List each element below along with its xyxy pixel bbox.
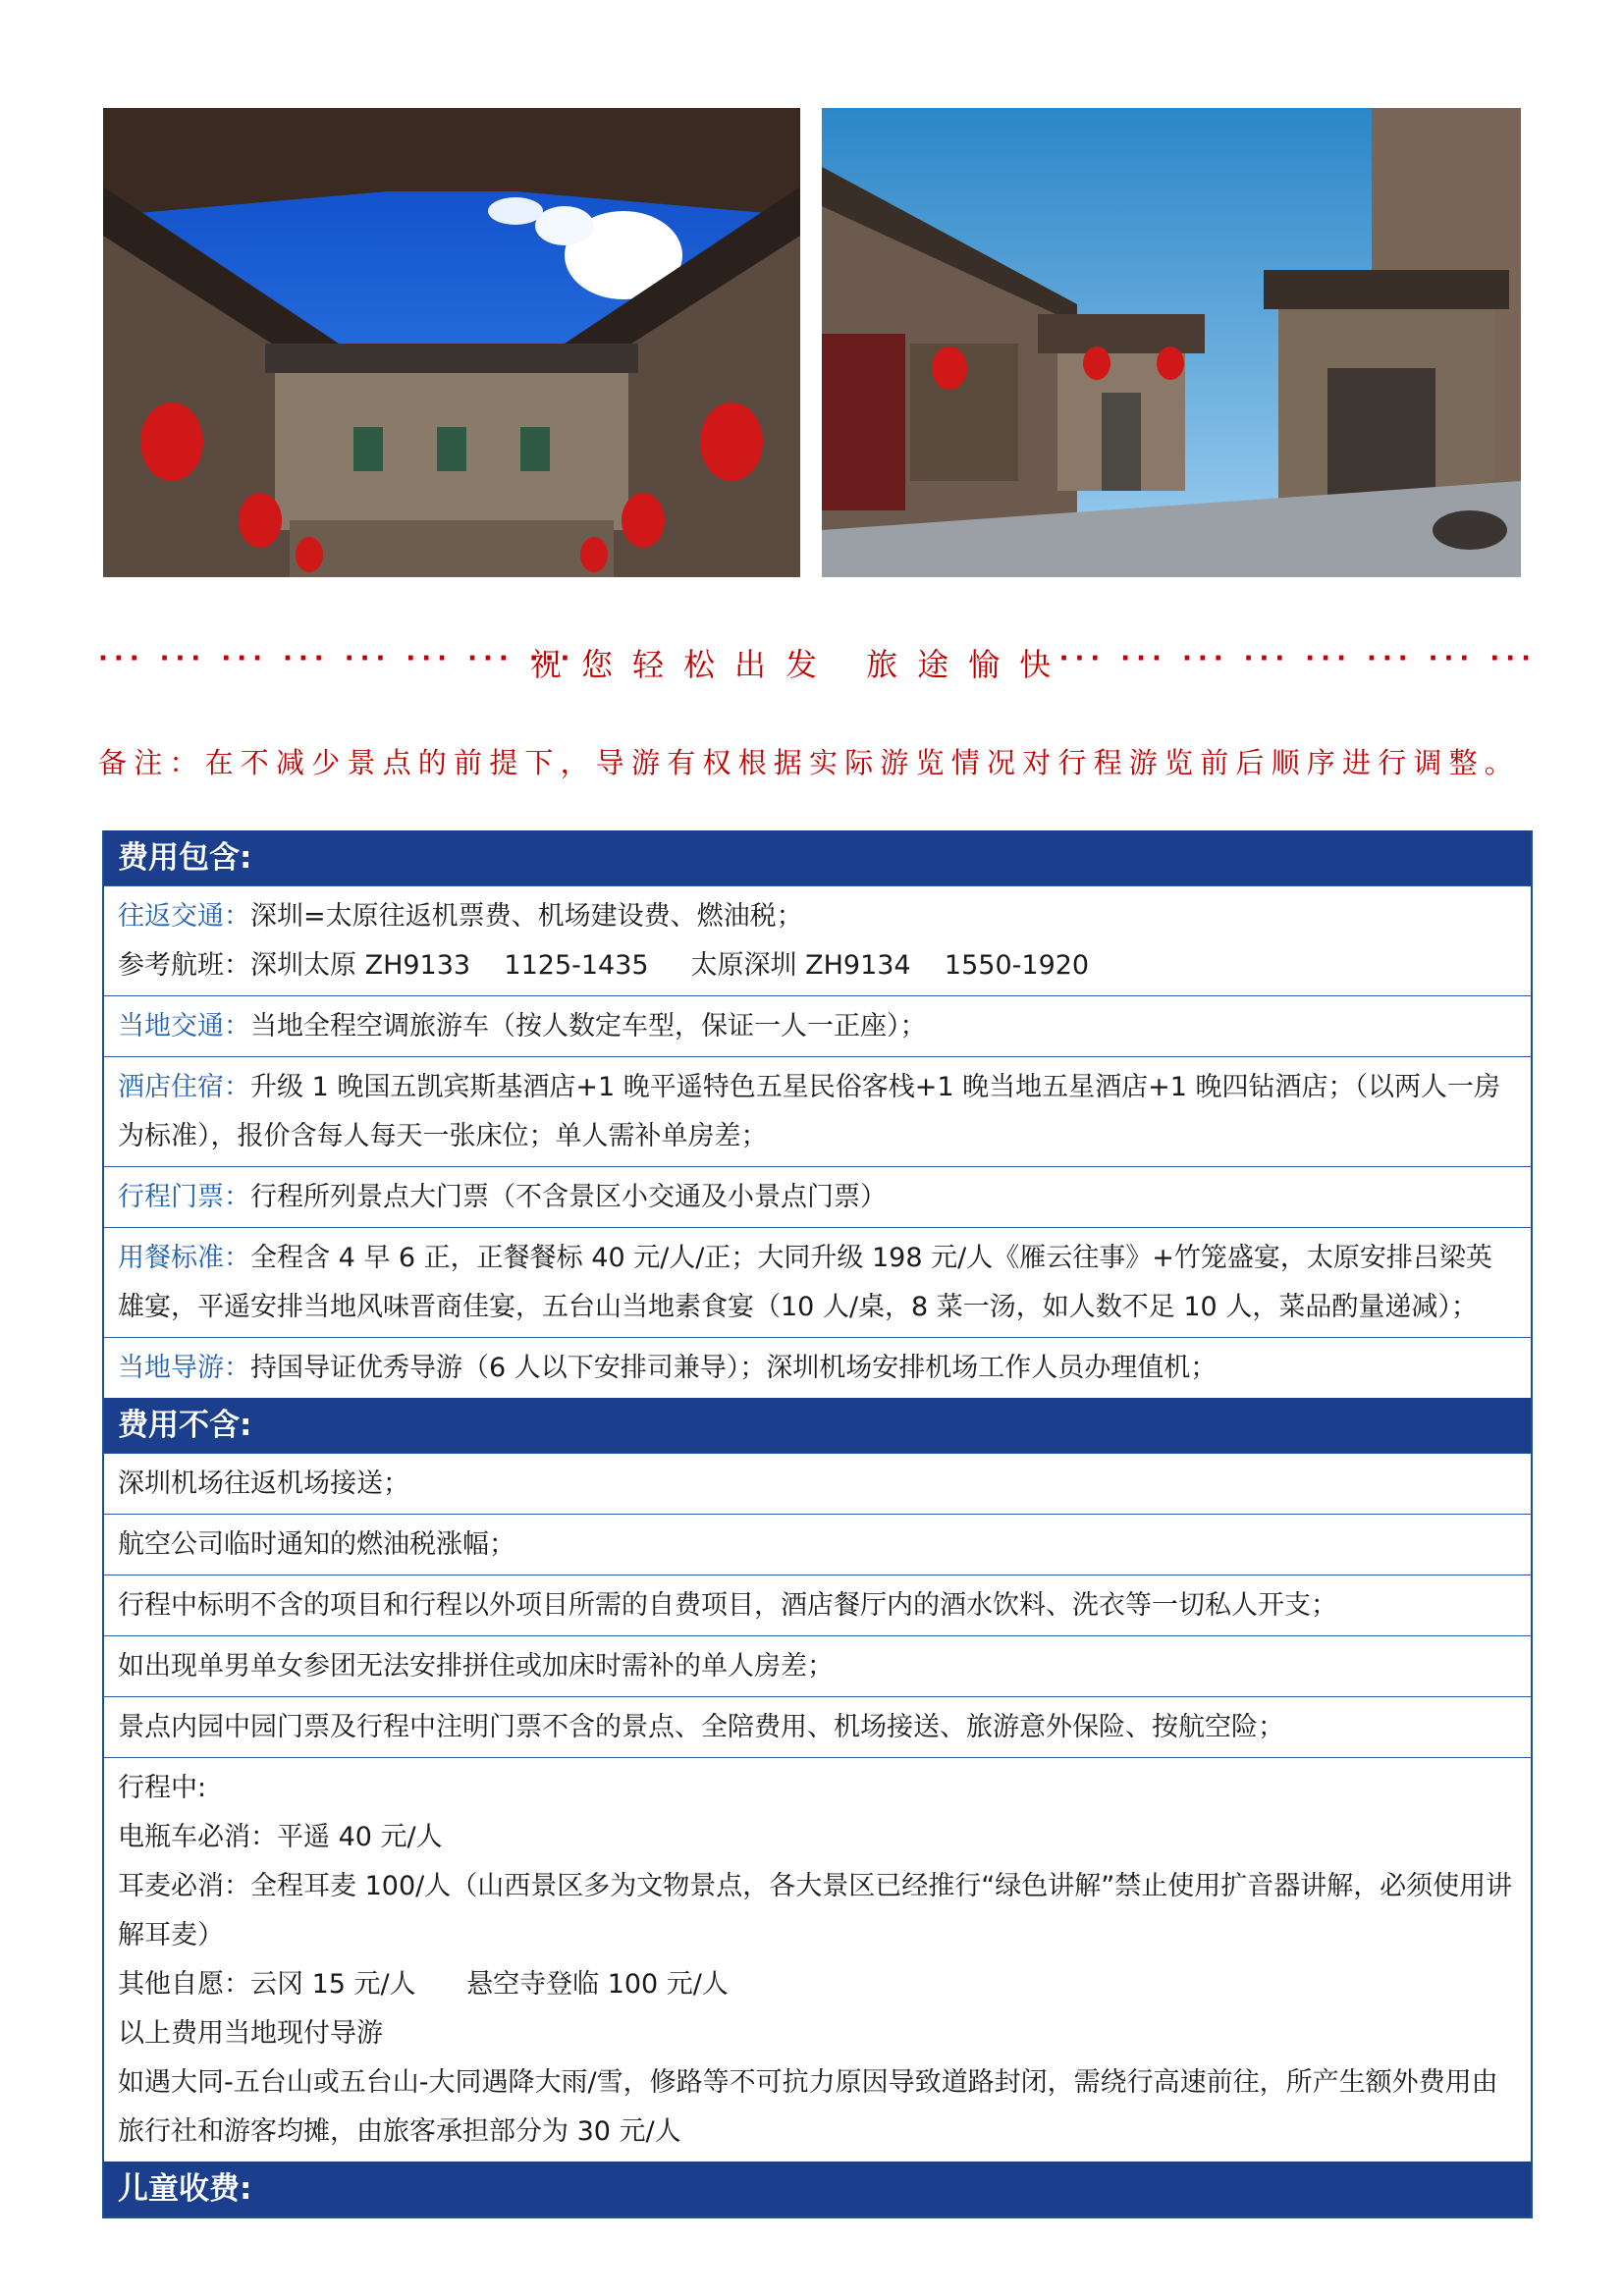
fee-table xyxy=(102,830,1533,2218)
excluded-row: 深圳机场往返机场接送； xyxy=(104,1453,1531,1514)
excluded-row: 如出现单男单女参团无法安排拼住或加床时需补的单人房差； xyxy=(104,1635,1531,1696)
transport-label: 往返交通： xyxy=(118,901,250,932)
slogan-banner xyxy=(98,640,1537,689)
extra-line: 电瓶车必消：平遥 40 元/人 xyxy=(118,1822,443,1852)
excluded-section-header: 费用不含: xyxy=(104,1398,1531,1453)
excluded-row: 行程中标明不含的项目和行程以外项目所需的自费项目，酒店餐厅内的酒水饮料、洗衣等一切私人开支； xyxy=(104,1575,1531,1635)
transport-row xyxy=(104,885,1531,995)
courtyard-sky-photo xyxy=(103,108,800,577)
children-section-header: 儿童收费: xyxy=(104,2162,1531,2216)
local-transport-label: 当地交通： xyxy=(118,1011,250,1041)
decorative-dots-right: ··· ··· ··· ··· ··· ··· ··· ··· xyxy=(1058,644,1537,673)
hotel-row xyxy=(104,1056,1531,1166)
courtyard-gate-illustration xyxy=(822,108,1521,577)
excluded-row: 景点内园中园门票及行程中注明门票不含的景点、全陪费用、机场接送、旅游意外保险、按航空险； xyxy=(104,1696,1531,1757)
guide-label: 当地导游： xyxy=(118,1353,250,1383)
guide-row xyxy=(104,1337,1531,1398)
hotel-text: 升级 1 晚国五凯宾斯基酒店+1 晚平遥特色五星民俗客栈+1 晚当地五星酒店+1 晚四钻酒店；（以两人一房为标准），报价含每人每天一张床位；单人需补单房差； xyxy=(118,1072,1500,1151)
decorative-dots-left: ··· ··· ··· ··· ··· ··· ··· ··· xyxy=(98,644,576,673)
tickets-label: 行程门票： xyxy=(118,1182,250,1212)
meals-row xyxy=(104,1227,1531,1337)
courtyard-gate-photo xyxy=(822,108,1521,577)
extra-line: 耳麦必消：全程耳麦 100/人（山西景区多为文物景点，各大景区已经推行“绿色讲解”禁止使用扩音器讲解，必须使用讲解耳麦） xyxy=(118,1871,1513,1950)
flight-text: 参考航班：深圳太原 ZH9133 1125-1435 太原深圳 ZH9134 1550-1920 xyxy=(118,950,1090,981)
meals-label: 用餐标准： xyxy=(118,1243,250,1273)
tickets-text: 行程所列景点大门票（不含景区小交通及小景点门票） xyxy=(250,1182,887,1212)
local-transport-text: 当地全程空调旅游车（按人数定车型，保证一人一正座）； xyxy=(250,1011,927,1041)
itinerary-note: 备注：在不减少景点的前提下，导游有权根据实际游览情况对行程游览前后顺序进行调整。 xyxy=(98,746,1521,779)
excluded-row: 航空公司临时通知的燃油税涨幅； xyxy=(104,1514,1531,1575)
courtyard-sky-illustration xyxy=(103,108,800,577)
meals-text: 全程含 4 早 6 正，正餐餐标 40 元/人/正；大同升级 198 元/人《雁云往事》+竹笼盛宴，太原安排吕梁英雄宴，平遥安排当地风味晋商佳宴，五台山当地素食宴（10 人/桌，8 菜一汤，如人数不足 10 人，菜品酌量递减）； xyxy=(118,1243,1492,1322)
excluded-extra-block xyxy=(104,1757,1531,2162)
extra-line: 以上费用当地现付导游 xyxy=(118,2018,383,2049)
transport-text: 深圳=太原往返机票费、机场建设费、燃油税； xyxy=(250,901,803,932)
hotel-label: 酒店住宿： xyxy=(118,1072,250,1102)
extra-line: 行程中: xyxy=(118,1773,207,1803)
slogan-text: 祝您轻松出发 旅途愉快 xyxy=(530,646,1071,683)
extra-line: 如遇大同-五台山或五台山-大同遇降大雨/雪，修路等不可抗力原因导致道路封闭，需绕行高速前往，所产生额外费用由旅行社和游客均摊，由旅客承担部分为 30 元/人 xyxy=(118,2067,1498,2147)
guide-text: 持国导证优秀导游（6 人以下安排司兼导）；深圳机场安排机场工作人员办理值机； xyxy=(250,1353,1218,1383)
extra-line: 其他自愿：云冈 15 元/人 悬空寺登临 100 元/人 xyxy=(118,1969,729,2000)
included-section-header: 费用包含: xyxy=(104,830,1531,885)
local-transport-row xyxy=(104,995,1531,1056)
tickets-row xyxy=(104,1166,1531,1227)
